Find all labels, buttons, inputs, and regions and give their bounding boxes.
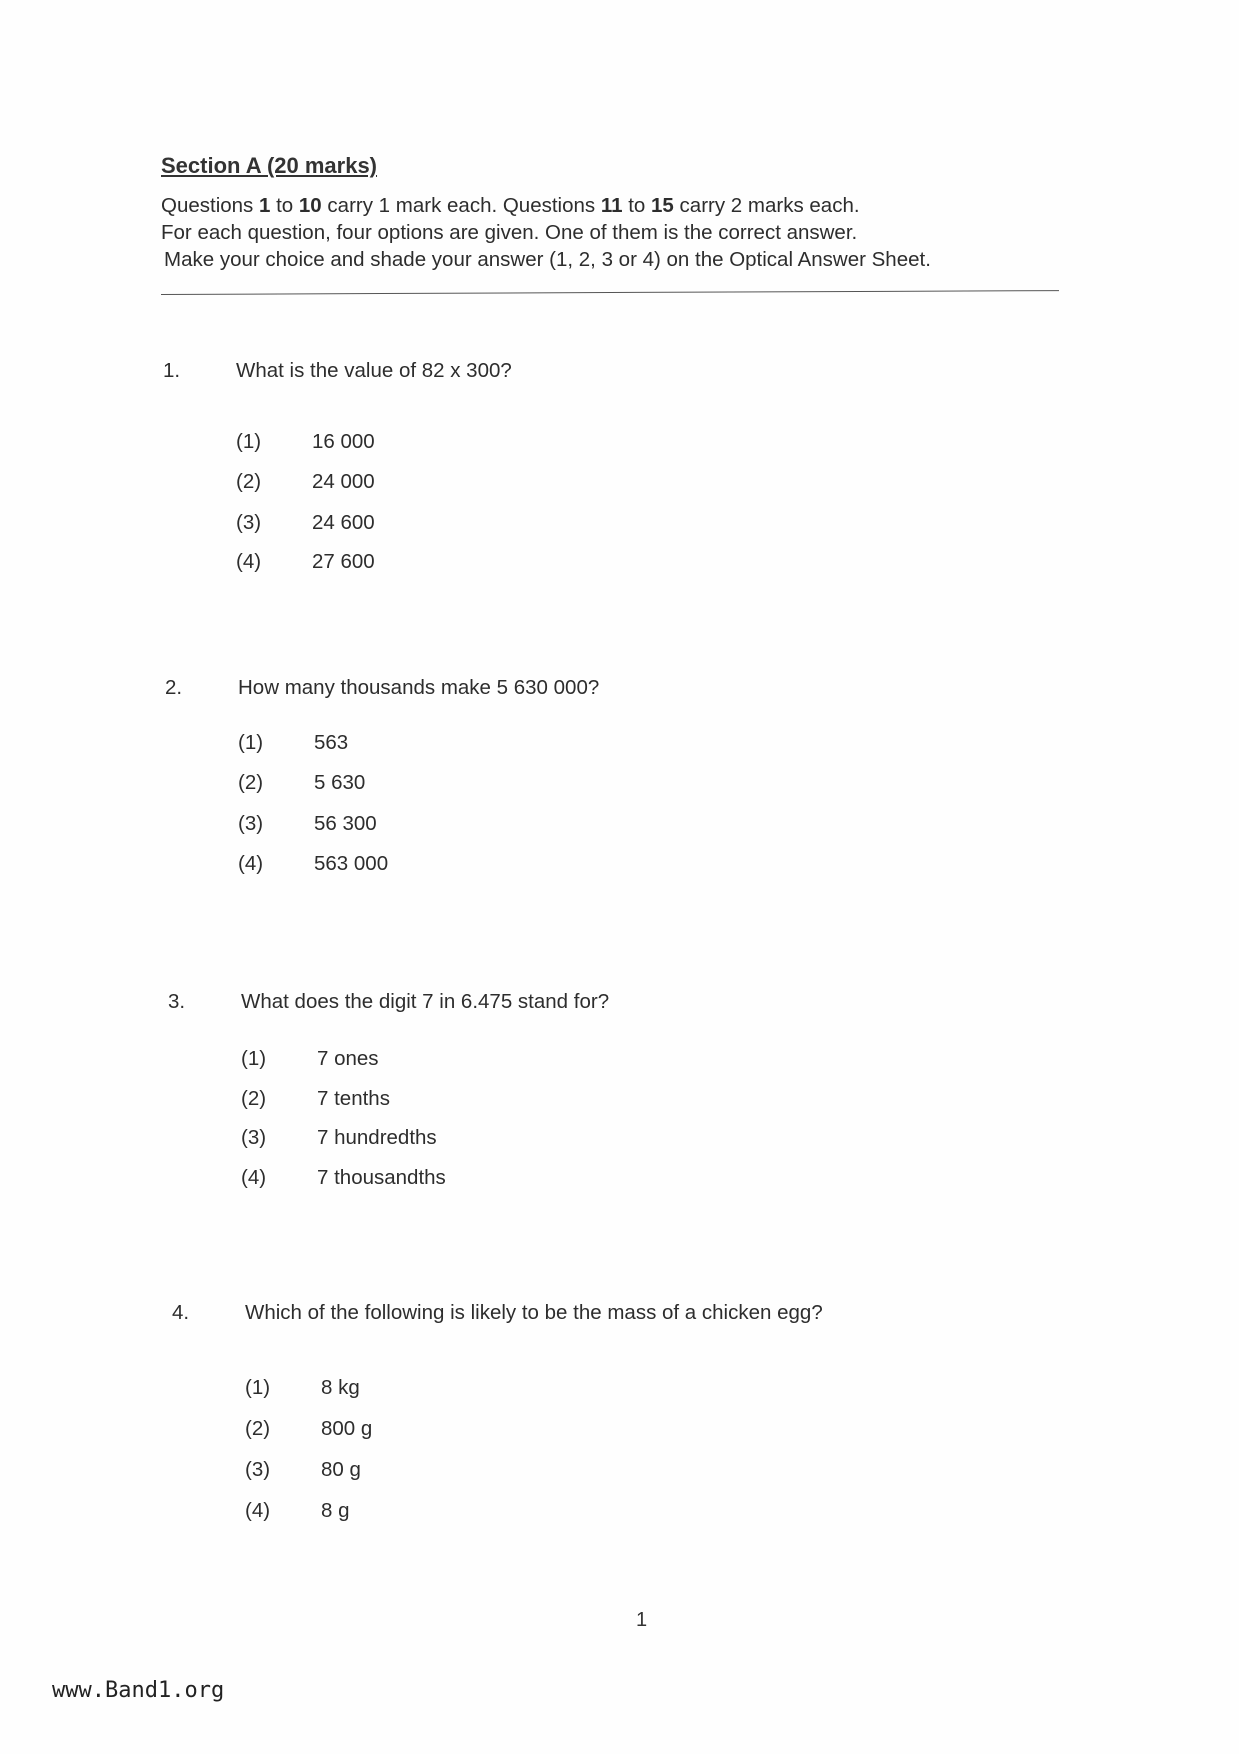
question-stem: How many thousands make 5 630 000?: [238, 676, 600, 699]
option-value: 563: [314, 731, 349, 754]
option-value: 16 000: [312, 430, 375, 453]
footer-watermark: www.Band1.org: [52, 1678, 225, 1703]
option-label: (4): [245, 1499, 271, 1522]
instr-bold: 1: [259, 194, 271, 217]
option-label: (1): [238, 731, 264, 754]
instr-text: carry 1 mark each. Questions: [321, 194, 601, 217]
instruction-line: [161, 219, 931, 246]
question-number: 2.: [165, 676, 183, 699]
option-value: 7 ones: [317, 1047, 379, 1070]
option-label: (2): [241, 1087, 267, 1110]
question-number: 1.: [163, 359, 181, 382]
instruction-line: [161, 192, 931, 219]
instr-text: For each question, four options are given. One of them is the correct answer.: [161, 221, 858, 244]
option-label: (2): [236, 470, 262, 493]
option-value: 7 hundredths: [317, 1126, 437, 1149]
option-value: 8 kg: [321, 1376, 360, 1399]
question-stem: What does the digit 7 in 6.475 stand for?: [241, 990, 610, 1013]
option-value: 563 000: [314, 852, 389, 875]
option-label: (1): [245, 1376, 271, 1399]
instr-text: Questions: [161, 194, 259, 217]
divider-line: [161, 290, 1059, 295]
option-value: 80 g: [321, 1458, 361, 1481]
instr-bold: 10: [298, 194, 322, 217]
option-label: (2): [238, 771, 264, 794]
option-label: (1): [241, 1047, 267, 1070]
option-label: (4): [236, 550, 262, 573]
question-stem: Which of the following is likely to be the mass of a chicken egg?: [245, 1301, 823, 1324]
section-title: Section A (20 marks): [161, 153, 378, 178]
option-value: 27 600: [312, 550, 375, 573]
page-number: 1: [636, 1609, 648, 1631]
question-number: 4.: [172, 1301, 190, 1324]
instructions: [161, 192, 931, 273]
instr-text: to: [270, 194, 299, 217]
option-value: 7 thousandths: [317, 1166, 446, 1189]
option-label: (3): [241, 1126, 267, 1149]
instr-bold: 11: [600, 194, 623, 217]
question-stem: What is the value of 82 x 300?: [236, 359, 512, 382]
option-label: (4): [241, 1166, 267, 1189]
option-value: 5 630: [314, 771, 366, 794]
instr-bold: 15: [651, 194, 674, 217]
option-label: (3): [236, 511, 262, 534]
option-value: 24 600: [312, 511, 375, 534]
instr-text: Make your choice and shade your answer (1, 2, 3 or 4) on the Optical Answer Sheet.: [164, 248, 931, 271]
option-label: (3): [238, 812, 264, 835]
option-value: 56 300: [314, 812, 377, 835]
option-value: 800 g: [321, 1417, 373, 1440]
question-number: 3.: [168, 990, 186, 1013]
option-label: (2): [245, 1417, 271, 1440]
option-label: (3): [245, 1458, 271, 1481]
instr-text: to: [622, 194, 652, 217]
instr-text: carry 2 marks each.: [673, 194, 860, 217]
option-value: 24 000: [312, 470, 375, 493]
instruction-line: [164, 246, 931, 273]
option-value: 7 tenths: [317, 1087, 390, 1110]
option-label: (1): [236, 430, 262, 453]
option-value: 8 g: [321, 1499, 350, 1522]
option-label: (4): [238, 852, 264, 875]
